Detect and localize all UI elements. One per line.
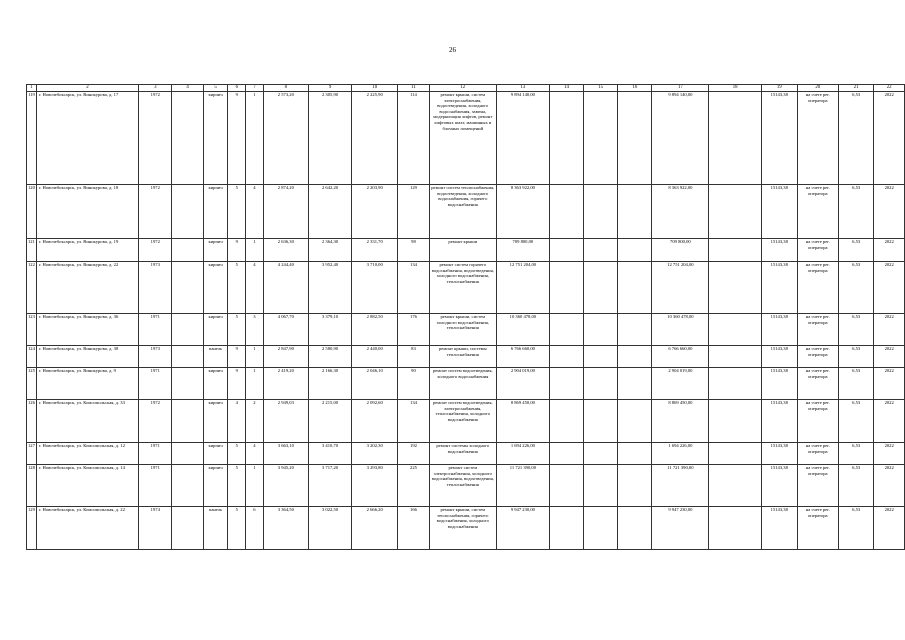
col21-cell: 6,53	[839, 465, 874, 507]
residents-cell: 166	[398, 507, 429, 550]
col22-cell: 2022	[874, 262, 905, 314]
col4-cell	[172, 507, 203, 550]
total-area-cell: 2 847,90	[263, 346, 308, 368]
account-cell: на счете рег. оператора	[797, 443, 838, 465]
col15-cell	[584, 239, 618, 262]
col18-cell	[709, 92, 762, 185]
residents-cell: 90	[398, 368, 429, 400]
col14-cell	[549, 443, 583, 465]
cost-col17-cell: 11 721 390,00	[652, 465, 709, 507]
works-cell: ремонт крыши, системы теплоснабжения	[429, 346, 496, 368]
col16-cell	[618, 507, 652, 550]
col21-cell: 6,53	[839, 400, 874, 443]
row-number-cell: 125	[27, 368, 37, 400]
col14-cell	[549, 465, 583, 507]
entrances-cell: 4	[246, 443, 264, 465]
col14-cell	[549, 346, 583, 368]
area-col10-cell: 2 331,70	[352, 239, 398, 262]
year-cell: 1972	[139, 185, 172, 239]
account-cell: на счете рег. оператора	[797, 400, 838, 443]
col19-cell: 15143,38	[762, 400, 798, 443]
total-area-cell: 2 874,20	[263, 185, 308, 239]
works-cell: ремонт систем теплоснабжения, водоотведения, холодного водоснабжения, горячего водоснабжения	[429, 185, 496, 239]
column-number-cell: 8	[263, 85, 308, 92]
floors-cell: 9	[228, 346, 246, 368]
page-number: 26	[449, 46, 456, 54]
account-cell: на счете рег. оператора	[797, 92, 838, 185]
cost-col17-cell: 9 894 140,00	[652, 92, 709, 185]
col14-cell	[549, 239, 583, 262]
address-cell: г. Новочебоксарск, ул. Винокурова, д. 17	[36, 92, 138, 185]
entrances-cell: 1	[246, 239, 264, 262]
col22-cell: 2022	[874, 314, 905, 346]
wall-material-cell: кирпич	[203, 368, 228, 400]
table-row	[27, 314, 905, 346]
address-cell: г. Новочебоксарск, ул. Комсомольская, д. 12	[36, 443, 138, 465]
floors-cell: 5	[228, 262, 246, 314]
col14-cell	[549, 262, 583, 314]
table-row	[27, 443, 905, 465]
address-cell: г. Новочебоксарск, ул. Винокурова, д. 38	[36, 346, 138, 368]
account-cell: на счете рег. оператора	[797, 262, 838, 314]
col21-cell: 6,53	[839, 239, 874, 262]
housing-repair-table	[26, 84, 905, 550]
cost-col13-cell: 8 869 450,00	[496, 400, 549, 443]
entrances-cell: 1	[246, 465, 264, 507]
cost-col17-cell: 6 766 660,00	[652, 346, 709, 368]
col4-cell	[172, 400, 203, 443]
address-cell: г. Новочебоксарск, ул. Винокурова, д. 18	[36, 185, 138, 239]
col18-cell	[709, 346, 762, 368]
residents-cell: 225	[398, 465, 429, 507]
col4-cell	[172, 92, 203, 185]
col16-cell	[618, 400, 652, 443]
area-col9-cell: 2 642,20	[308, 185, 351, 239]
col14-cell	[549, 314, 583, 346]
col16-cell	[618, 92, 652, 185]
col18-cell	[709, 314, 762, 346]
area-col9-cell: 2 215,00	[308, 400, 351, 443]
col16-cell	[618, 239, 652, 262]
residents-cell: 192	[398, 443, 429, 465]
col15-cell	[584, 368, 618, 400]
col18-cell	[709, 443, 762, 465]
cost-col17-cell: 9 947 230,00	[652, 507, 709, 550]
col19-cell: 15143,38	[762, 314, 798, 346]
account-cell: на счете рег. оператора	[797, 185, 838, 239]
cost-col17-cell: 709 800,00	[652, 239, 709, 262]
cost-col13-cell: 6 766 660,00	[496, 346, 549, 368]
cost-col13-cell: 8 363 922,00	[496, 185, 549, 239]
col22-cell: 2022	[874, 400, 905, 443]
area-col10-cell: 3 293,80	[352, 465, 398, 507]
wall-material-cell: кирпич	[203, 314, 228, 346]
cost-col17-cell: 10 360 478,00	[652, 314, 709, 346]
column-number-cell: 13	[496, 85, 549, 92]
account-cell: на счете рег. оператора	[797, 368, 838, 400]
floors-cell: 5	[228, 314, 246, 346]
area-col9-cell: 2 580,90	[308, 346, 351, 368]
residents-cell: 98	[398, 239, 429, 262]
col18-cell	[709, 262, 762, 314]
floors-cell: 9	[228, 368, 246, 400]
cost-col17-cell: 1 694 226,00	[652, 443, 709, 465]
col15-cell	[584, 262, 618, 314]
col15-cell	[584, 400, 618, 443]
entrances-cell: 4	[246, 262, 264, 314]
cost-col17-cell: 2 904 019,00	[652, 368, 709, 400]
account-cell: на счете рег. оператора	[797, 507, 838, 550]
works-cell: ремонт крыши, систем электроснабжения, водоотведения, холодного водоснабжения, замена, модернизация лифтов, ремонт лифтовых шахт, машинных и блочных помещений	[429, 92, 496, 185]
wall-material-cell: кирпич	[203, 465, 228, 507]
area-col9-cell: 3 410,70	[308, 443, 351, 465]
col18-cell	[709, 507, 762, 550]
column-number-cell: 3	[139, 85, 172, 92]
col21-cell: 6,53	[839, 346, 874, 368]
year-cell: 1973	[139, 346, 172, 368]
column-number-row	[27, 85, 905, 92]
col16-cell	[618, 443, 652, 465]
address-cell: г. Новочебоксарск, ул. Комсомольская, д. 14	[36, 465, 138, 507]
col14-cell	[549, 185, 583, 239]
total-area-cell: 2 419,20	[263, 368, 308, 400]
col19-cell: 15143,38	[762, 443, 798, 465]
column-number-cell: 10	[352, 85, 398, 92]
address-cell: г. Новочебоксарск, ул. Винокурова, д. 36	[36, 314, 138, 346]
account-cell: на счете рег. оператора	[797, 465, 838, 507]
col22-cell: 2022	[874, 92, 905, 185]
col21-cell: 6,53	[839, 443, 874, 465]
column-number-cell: 16	[618, 85, 652, 92]
table-body	[27, 85, 905, 550]
account-cell: на счете рег. оператора	[797, 239, 838, 262]
column-number-cell: 5	[203, 85, 228, 92]
floors-cell: 5	[228, 465, 246, 507]
col22-cell: 2022	[874, 239, 905, 262]
table-row	[27, 465, 905, 507]
column-number-cell: 22	[874, 85, 905, 92]
entrances-cell: 4	[246, 185, 264, 239]
year-cell: 1972	[139, 239, 172, 262]
wall-material-cell: кирпич	[203, 262, 228, 314]
col4-cell	[172, 239, 203, 262]
year-cell: 1972	[139, 92, 172, 185]
col16-cell	[618, 185, 652, 239]
column-number-cell: 21	[839, 85, 874, 92]
col18-cell	[709, 185, 762, 239]
col22-cell: 2022	[874, 465, 905, 507]
total-area-cell: 2 636,30	[263, 239, 308, 262]
row-number-cell: 121	[27, 239, 37, 262]
cost-col13-cell: 2 904 019,00	[496, 368, 549, 400]
col15-cell	[584, 314, 618, 346]
entrances-cell: 6	[246, 507, 264, 550]
area-col10-cell: 2 882,50	[352, 314, 398, 346]
address-cell: г. Новочебоксарск, ул. Комсомольская, д. 22	[36, 507, 138, 550]
area-col9-cell: 3 952,40	[308, 262, 351, 314]
column-number-cell: 7	[246, 85, 264, 92]
col15-cell	[584, 443, 618, 465]
col18-cell	[709, 239, 762, 262]
col16-cell	[618, 346, 652, 368]
total-area-cell: 3 364,50	[263, 507, 308, 550]
floors-cell: 5	[228, 507, 246, 550]
year-cell: 1971	[139, 314, 172, 346]
wall-material-cell: кирпич	[203, 400, 228, 443]
area-col10-cell: 2 440,00	[352, 346, 398, 368]
area-col9-cell: 2 305,90	[308, 92, 351, 185]
row-number-cell: 123	[27, 314, 37, 346]
floors-cell: 9	[228, 92, 246, 185]
area-col10-cell: 2 225,90	[352, 92, 398, 185]
table-row	[27, 368, 905, 400]
col4-cell	[172, 465, 203, 507]
works-cell: ремонт систем водоотведения, холодного водоснабжения	[429, 368, 496, 400]
table-row	[27, 262, 905, 314]
cost-col13-cell: 12 751 204,00	[496, 262, 549, 314]
col18-cell	[709, 400, 762, 443]
residents-cell: 176	[398, 314, 429, 346]
year-cell: 1974	[139, 507, 172, 550]
wall-material-cell: кирпич	[203, 443, 228, 465]
year-cell: 1973	[139, 262, 172, 314]
row-number-cell: 126	[27, 400, 37, 443]
cost-col17-cell: 12 751 204,00	[652, 262, 709, 314]
table-row	[27, 239, 905, 262]
col18-cell	[709, 368, 762, 400]
table-row	[27, 92, 905, 185]
total-area-cell: 2 949,03	[263, 400, 308, 443]
row-number-cell: 124	[27, 346, 37, 368]
column-number-cell: 19	[762, 85, 798, 92]
floors-cell: 5	[228, 443, 246, 465]
wall-material-cell: кирпич	[203, 185, 228, 239]
column-number-cell: 9	[308, 85, 351, 92]
area-col10-cell: 2 666,20	[352, 507, 398, 550]
wall-material-cell: кирпич	[203, 239, 228, 262]
works-cell: ремонт системы холодного водоснабжения	[429, 443, 496, 465]
col14-cell	[549, 92, 583, 185]
column-number-cell: 4	[172, 85, 203, 92]
col16-cell	[618, 262, 652, 314]
column-number-cell: 2	[36, 85, 138, 92]
col21-cell: 6,53	[839, 92, 874, 185]
wall-material-cell: кирпич	[203, 92, 228, 185]
residents-cell: 114	[398, 92, 429, 185]
col15-cell	[584, 92, 618, 185]
account-cell: на счете рег. оператора	[797, 346, 838, 368]
cost-col13-cell: 1 694 226,00	[496, 443, 549, 465]
col19-cell: 15143,38	[762, 185, 798, 239]
residents-cell: 134	[398, 400, 429, 443]
table-row	[27, 507, 905, 550]
col22-cell: 2022	[874, 443, 905, 465]
cost-col13-cell: 9 947 230,00	[496, 507, 549, 550]
col19-cell: 15143,38	[762, 346, 798, 368]
floors-cell: 5	[228, 185, 246, 239]
residents-cell: 129	[398, 185, 429, 239]
column-number-cell: 14	[549, 85, 583, 92]
address-cell: г. Новочебоксарск, ул. Винокурова, д. 9	[36, 368, 138, 400]
residents-cell: 83	[398, 346, 429, 368]
cost-col17-cell: 8 869 450,00	[652, 400, 709, 443]
cost-col13-cell: 709 800,00	[496, 239, 549, 262]
address-cell: г. Новочебоксарск, ул. Винокурова, д. 19	[36, 239, 138, 262]
col4-cell	[172, 185, 203, 239]
area-col10-cell: 2 092,60	[352, 400, 398, 443]
col21-cell: 6,53	[839, 368, 874, 400]
col19-cell: 15143,38	[762, 239, 798, 262]
col16-cell	[618, 314, 652, 346]
works-cell: ремонт крыши	[429, 239, 496, 262]
total-area-cell: 4 244,40	[263, 262, 308, 314]
row-number-cell: 122	[27, 262, 37, 314]
col14-cell	[549, 368, 583, 400]
col4-cell	[172, 262, 203, 314]
address-cell: г. Новочебоксарск, ул. Комсомольская, д. 33	[36, 400, 138, 443]
table-row	[27, 400, 905, 443]
area-col10-cell: 2 203,90	[352, 185, 398, 239]
entrances-cell: 2	[246, 400, 264, 443]
col21-cell: 6,53	[839, 185, 874, 239]
works-cell: ремонт систем водоотведения, электроснабжения, теплоснабжения, холодного водоснабжения	[429, 400, 496, 443]
col21-cell: 6,53	[839, 507, 874, 550]
total-area-cell: 4 067,70	[263, 314, 308, 346]
row-number-cell: 128	[27, 465, 37, 507]
col4-cell	[172, 346, 203, 368]
col14-cell	[549, 400, 583, 443]
column-number-cell: 20	[797, 85, 838, 92]
wall-material-cell: панель	[203, 507, 228, 550]
col16-cell	[618, 465, 652, 507]
col14-cell	[549, 507, 583, 550]
year-cell: 1971	[139, 368, 172, 400]
row-number-cell: 129	[27, 507, 37, 550]
column-number-cell: 11	[398, 85, 429, 92]
table-row	[27, 346, 905, 368]
area-col9-cell: 2 166,30	[308, 368, 351, 400]
column-number-cell: 15	[584, 85, 618, 92]
total-area-cell: 3 945,20	[263, 465, 308, 507]
floors-cell: 4	[228, 400, 246, 443]
cost-col13-cell: 11 721 390,00	[496, 465, 549, 507]
works-cell: ремонт крыши, систем теплоснабжения, горячего водоснабжения, холодного водоснабжения	[429, 507, 496, 550]
col4-cell	[172, 443, 203, 465]
col19-cell: 15143,38	[762, 368, 798, 400]
entrances-cell: 1	[246, 368, 264, 400]
col4-cell	[172, 314, 203, 346]
column-number-cell: 6	[228, 85, 246, 92]
works-cell: ремонт крыши, систем холодного водоснабжения, теплоснабжения	[429, 314, 496, 346]
floors-cell: 9	[228, 239, 246, 262]
col15-cell	[584, 507, 618, 550]
entrances-cell: 1	[246, 346, 264, 368]
col22-cell: 2022	[874, 185, 905, 239]
col21-cell: 6,53	[839, 314, 874, 346]
table-row	[27, 185, 905, 239]
col15-cell	[584, 185, 618, 239]
col19-cell: 15143,38	[762, 507, 798, 550]
total-area-cell: 2 573,20	[263, 92, 308, 185]
residents-cell: 134	[398, 262, 429, 314]
area-col9-cell: 3 379,10	[308, 314, 351, 346]
col16-cell	[618, 368, 652, 400]
year-cell: 1972	[139, 400, 172, 443]
entrances-cell: 3	[246, 314, 264, 346]
area-col9-cell: 3 022,50	[308, 507, 351, 550]
year-cell: 1971	[139, 443, 172, 465]
works-cell: ремонт систем горячего водоснабжения, водоотведения, холодного водоснабжения, теплоснабжения	[429, 262, 496, 314]
year-cell: 1971	[139, 465, 172, 507]
area-col10-cell: 3 710,00	[352, 262, 398, 314]
col21-cell: 6,53	[839, 262, 874, 314]
col19-cell: 15143,38	[762, 262, 798, 314]
col18-cell	[709, 465, 762, 507]
col15-cell	[584, 346, 618, 368]
address-cell: г. Новочебоксарск, ул. Винокурова, д. 22	[36, 262, 138, 314]
column-number-cell: 18	[709, 85, 762, 92]
column-number-cell: 1	[27, 85, 37, 92]
cost-col13-cell: 9 894 140,00	[496, 92, 549, 185]
col22-cell: 2022	[874, 368, 905, 400]
col15-cell	[584, 465, 618, 507]
col19-cell: 15143,38	[762, 92, 798, 185]
col19-cell: 15143,38	[762, 465, 798, 507]
column-number-cell: 17	[652, 85, 709, 92]
col22-cell: 2022	[874, 346, 905, 368]
area-col10-cell: 3 202,30	[352, 443, 398, 465]
cost-col17-cell: 8 363 922,00	[652, 185, 709, 239]
entrances-cell: 1	[246, 92, 264, 185]
area-col10-cell: 2 046,10	[352, 368, 398, 400]
row-number-cell: 120	[27, 185, 37, 239]
account-cell: на счете рег. оператора	[797, 314, 838, 346]
works-cell: ремонт систем электроснабжения, холодного водоснабжения, водоотведения, теплоснабжения	[429, 465, 496, 507]
cost-col13-cell: 10 360 478,00	[496, 314, 549, 346]
wall-material-cell: панель	[203, 346, 228, 368]
area-col9-cell: 3 717,20	[308, 465, 351, 507]
col22-cell: 2022	[874, 507, 905, 550]
row-number-cell: 127	[27, 443, 37, 465]
area-col9-cell: 2 364,30	[308, 239, 351, 262]
row-number-cell: 119	[27, 92, 37, 185]
col4-cell	[172, 368, 203, 400]
total-area-cell: 3 663,10	[263, 443, 308, 465]
column-number-cell: 12	[429, 85, 496, 92]
